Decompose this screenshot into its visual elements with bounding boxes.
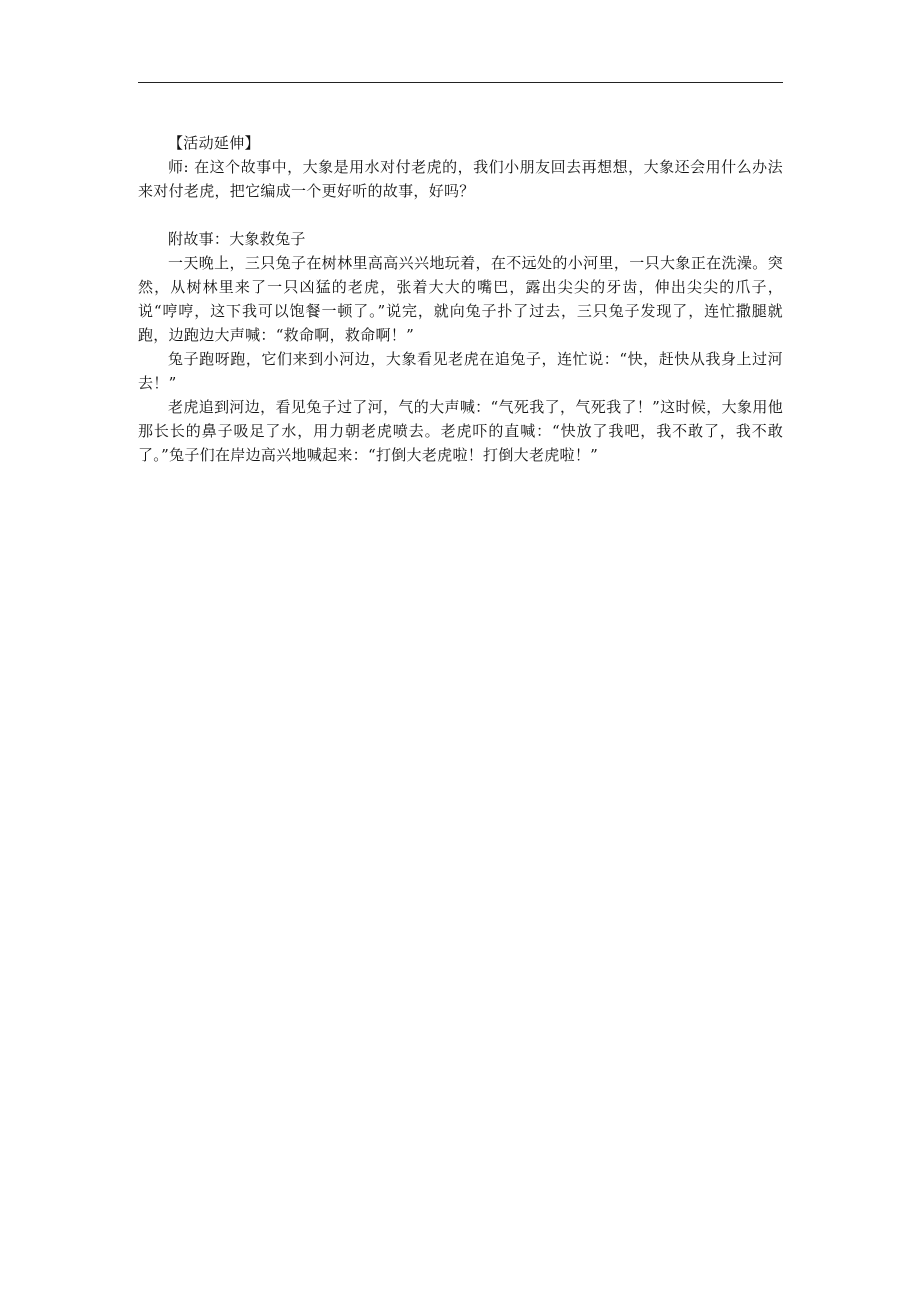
- paragraph-gap: [138, 203, 783, 227]
- teacher-paragraph: 师: 在这个故事中，大象是用水对付老虎的，我们小朋友回去再想想，大象还会用什么办法来对付老虎，把它编成一个更好听的故事，好吗？: [138, 158, 783, 200]
- story-paragraph-2: 兔子跑呀跑，它们来到小河边，大象看见老虎在追兔子，连忙说：“快，赶快从我身上过河去！”: [138, 350, 783, 392]
- story-paragraph-1: 一天晚上，三只兔子在树林里高高兴兴地玩着，在不远处的小河里，一只大象正在洗澡。突然，从树林里来了一只凶猛的老虎，张着大大的嘴巴，露出尖尖的牙齿，伸出尖尖的爪子，说“哼哼，这下我可以饱餐一顿了。”说完，就向兔子扑了过去，三只兔子发现了，连忙撒腿就跑，边跑边大声喊：“救命啊，救命啊！”: [138, 254, 783, 344]
- header-rule: [138, 82, 783, 83]
- section-heading: 【活动延伸】: [168, 134, 260, 152]
- story-title: 附故事：大象救兔子: [168, 230, 306, 248]
- document-body: [138, 131, 783, 467]
- story-paragraph-3: 老虎追到河边，看见兔子过了河，气的大声喊：“气死我了，气死我了！”这时候，大象用他那长长的鼻子吸足了水，用力朝老虎喷去。老虎吓的直喊：“快放了我吧，我不敢了，我不敢了。”兔子们在岸边高兴地喊起来：“打倒大老虎啦！打倒大老虎啦！”: [138, 398, 783, 464]
